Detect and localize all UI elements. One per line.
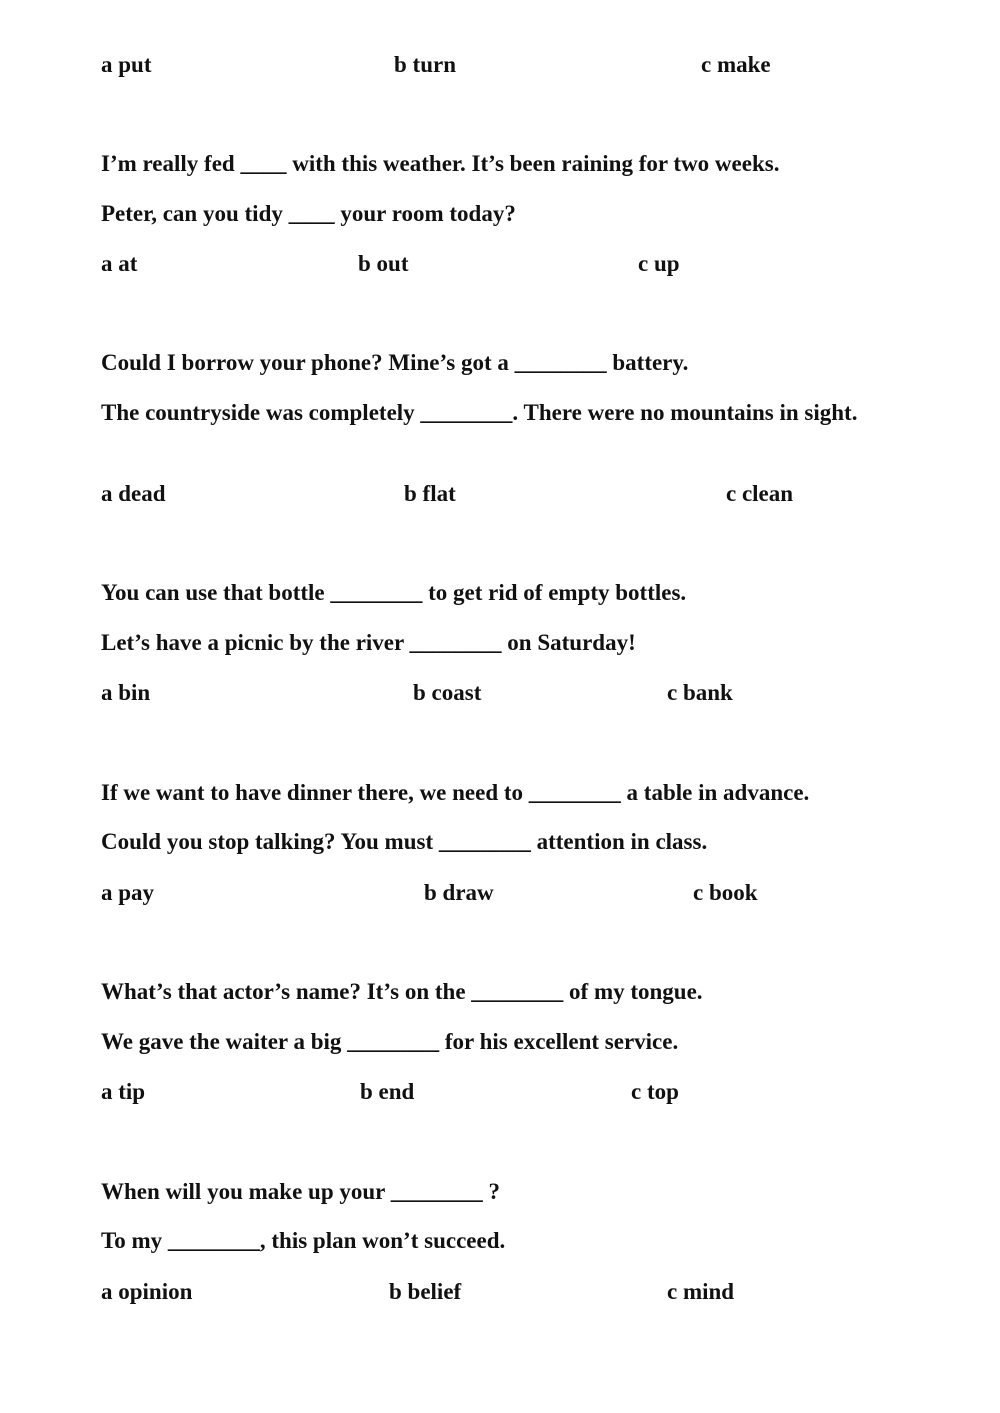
question-sentence: We gave the waiter a big ________ for his excellent service. — [101, 1029, 679, 1054]
option-c[interactable]: c up — [638, 251, 680, 276]
option-c[interactable]: c make — [701, 52, 771, 77]
question-sentence: What’s that actor’s name? It’s on the ________ of my tongue. — [101, 979, 703, 1004]
option-a[interactable]: a dead — [101, 481, 166, 506]
option-b[interactable]: b out — [358, 251, 409, 276]
option-b[interactable]: b coast — [413, 680, 482, 705]
question-sentence: Could I borrow your phone? Mine’s got a ________ battery. — [101, 350, 689, 375]
question-sentence: Peter, can you tidy ____ your room today? — [101, 201, 516, 226]
option-b[interactable]: b turn — [394, 52, 456, 77]
option-a[interactable]: a opinion — [101, 1279, 193, 1304]
option-b[interactable]: b flat — [404, 481, 456, 506]
option-c[interactable]: c book — [693, 880, 758, 905]
question-sentence: Could you stop talking? You must ________ attention in class. — [101, 829, 708, 854]
option-c[interactable]: c top — [631, 1079, 679, 1104]
question-sentence: You can use that bottle ________ to get rid of empty bottles. — [101, 580, 687, 605]
option-a[interactable]: a pay — [101, 880, 155, 905]
question-sentence: I’m really fed ____ with this weather. It’s been raining for two weeks. — [101, 151, 780, 176]
option-a[interactable]: a put — [101, 52, 152, 77]
question-sentence: When will you make up your ________ ? — [101, 1179, 500, 1204]
question-sentence: If we want to have dinner there, we need to ________ a table in advance. — [101, 780, 810, 805]
option-b[interactable]: b belief — [389, 1279, 462, 1304]
option-a[interactable]: a at — [101, 251, 138, 276]
question-sentence: The countryside was completely ________. There were no mountains in sight. — [101, 400, 858, 425]
option-c[interactable]: c mind — [667, 1279, 735, 1304]
option-a[interactable]: a tip — [101, 1079, 146, 1104]
option-b[interactable]: b draw — [424, 880, 494, 905]
option-a[interactable]: a bin — [101, 680, 151, 705]
question-sentence: Let’s have a picnic by the river ________ on Saturday! — [101, 630, 636, 655]
question-sentence: To my ________, this plan won’t succeed. — [101, 1228, 506, 1253]
option-b[interactable]: b end — [360, 1079, 415, 1104]
option-c[interactable]: c bank — [667, 680, 733, 705]
option-c[interactable]: c clean — [726, 481, 794, 506]
